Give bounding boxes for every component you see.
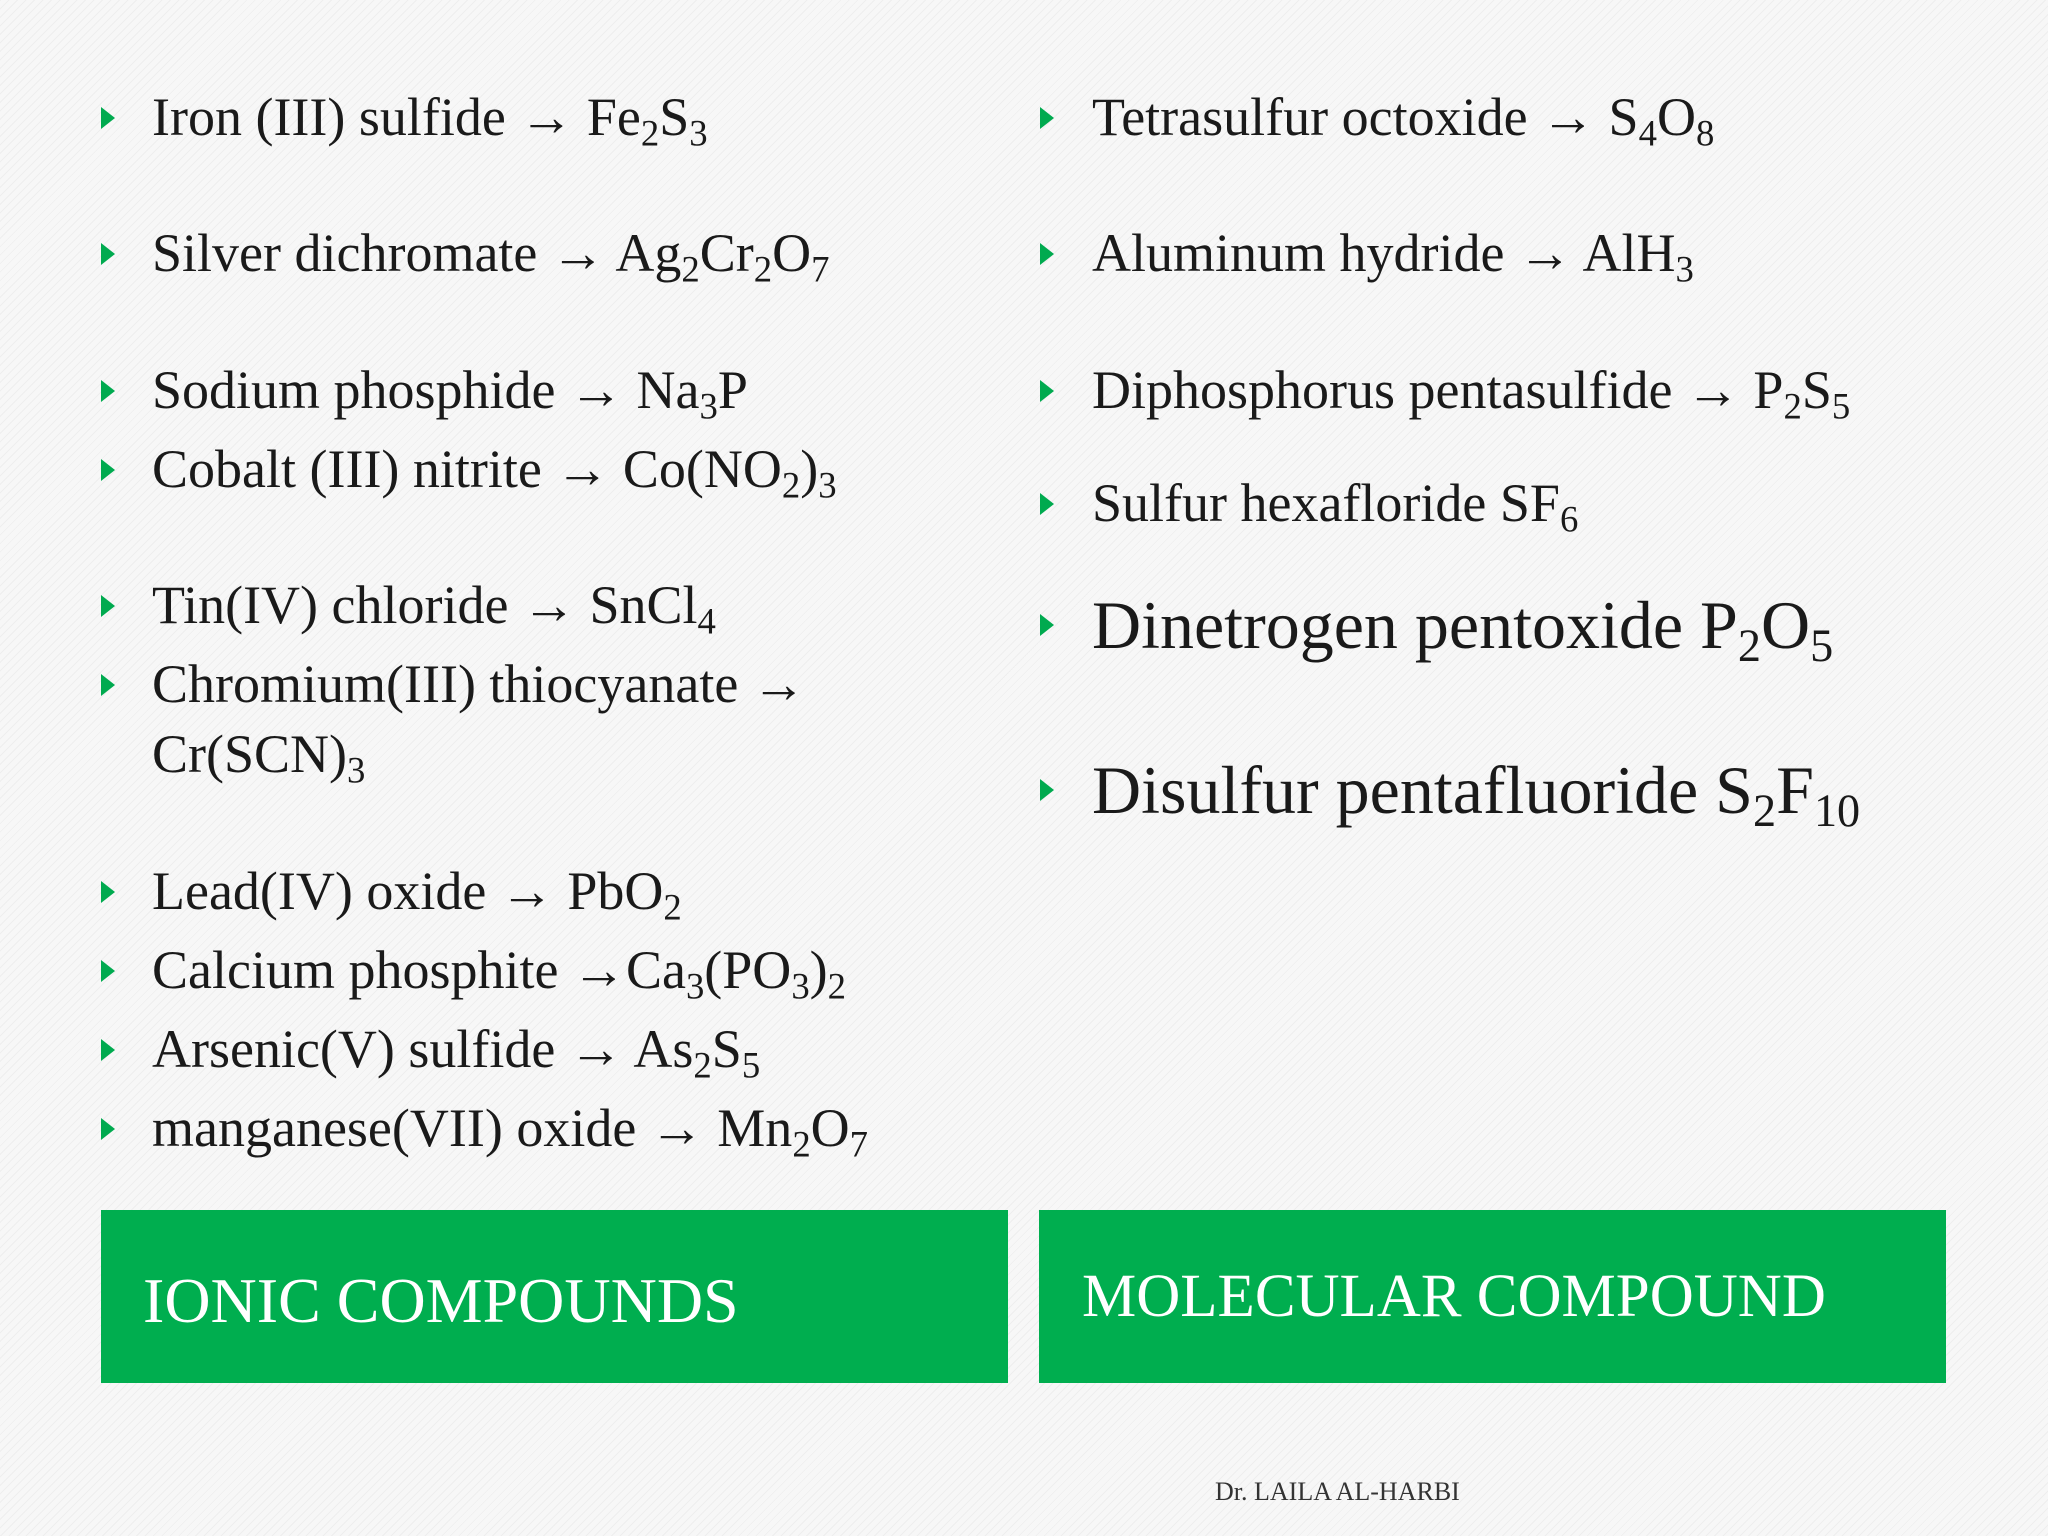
ionic-item-text-continued: $Cr(SCN)_3$ — [152, 724, 366, 791]
ionic-compounds-label: IONIC COMPOUNDS — [143, 1265, 739, 1336]
ionic-item-text: Cobalt (III) nitrite → $Co(NO_2)_3$ — [152, 439, 837, 506]
ionic-item-text: Sodium phosphide → $Na_3P$ — [152, 360, 748, 427]
molecular-item-text: Disulfur pentafluoride $S_2F_{10}$ — [1092, 752, 1861, 837]
ionic-item-text: Silver dichromate → $Ag_2Cr_2O_7$ — [152, 223, 830, 290]
triangle-bullet-icon — [101, 1039, 115, 1061]
ionic-compounds-banner — [101, 1210, 1008, 1383]
triangle-bullet-icon — [101, 674, 115, 696]
triangle-bullet-icon — [101, 243, 115, 265]
molecular-compound-label: MOLECULAR COMPOUND — [1082, 1263, 1826, 1330]
molecular-item-text: Sulfur hexafloride $SF_6$ — [1092, 473, 1579, 540]
molecular-item-text: Aluminum hydride → AlH$_3$ — [1092, 223, 1694, 290]
triangle-bullet-icon — [101, 595, 115, 617]
triangle-bullet-icon — [101, 960, 115, 982]
triangle-bullet-icon — [1040, 614, 1054, 636]
triangle-bullet-icon — [1040, 243, 1054, 265]
molecular-item-text: Tetrasulfur octoxide → $S_4O_8$ — [1092, 87, 1715, 154]
triangle-bullet-icon — [1040, 779, 1054, 801]
triangle-bullet-icon — [101, 459, 115, 481]
footer-author: Dr. LAILA AL-HARBI — [1215, 1477, 1460, 1506]
triangle-bullet-icon — [1040, 493, 1054, 515]
ionic-item-text: manganese(VII) oxide → $Mn_2O_7$ — [152, 1098, 869, 1165]
molecular-item-text: Diphosphorus pentasulfide → $P_2S_5$ — [1092, 360, 1851, 427]
ionic-item-text: Calcium phosphite $\to Ca_3(PO_3)_2$ — [152, 940, 847, 1007]
triangle-bullet-icon — [101, 1118, 115, 1140]
triangle-bullet-icon — [101, 107, 115, 129]
triangle-bullet-icon — [1040, 107, 1054, 129]
ionic-item-text: Arsenic(V) sulfide → $As_2S_5$ — [152, 1019, 761, 1086]
ionic-item-text: Tin(IV) chloride → SnCl$_4$ — [152, 575, 716, 642]
triangle-bullet-icon — [1040, 380, 1054, 402]
ionic-item-text: Lead(IV) oxide → PbO$_2$ — [152, 861, 682, 928]
ionic-item-text: Iron (III) sulfide → $Fe_2S_3$ — [152, 87, 708, 154]
molecular-compound-banner — [1039, 1210, 1946, 1383]
triangle-bullet-icon — [101, 881, 115, 903]
molecular-item-text: Dinetrogen pentoxide $P_2O_5$ — [1092, 587, 1834, 672]
triangle-bullet-icon — [101, 380, 115, 402]
ionic-item-text: Chromium(III) thiocyanate → — [152, 654, 806, 714]
